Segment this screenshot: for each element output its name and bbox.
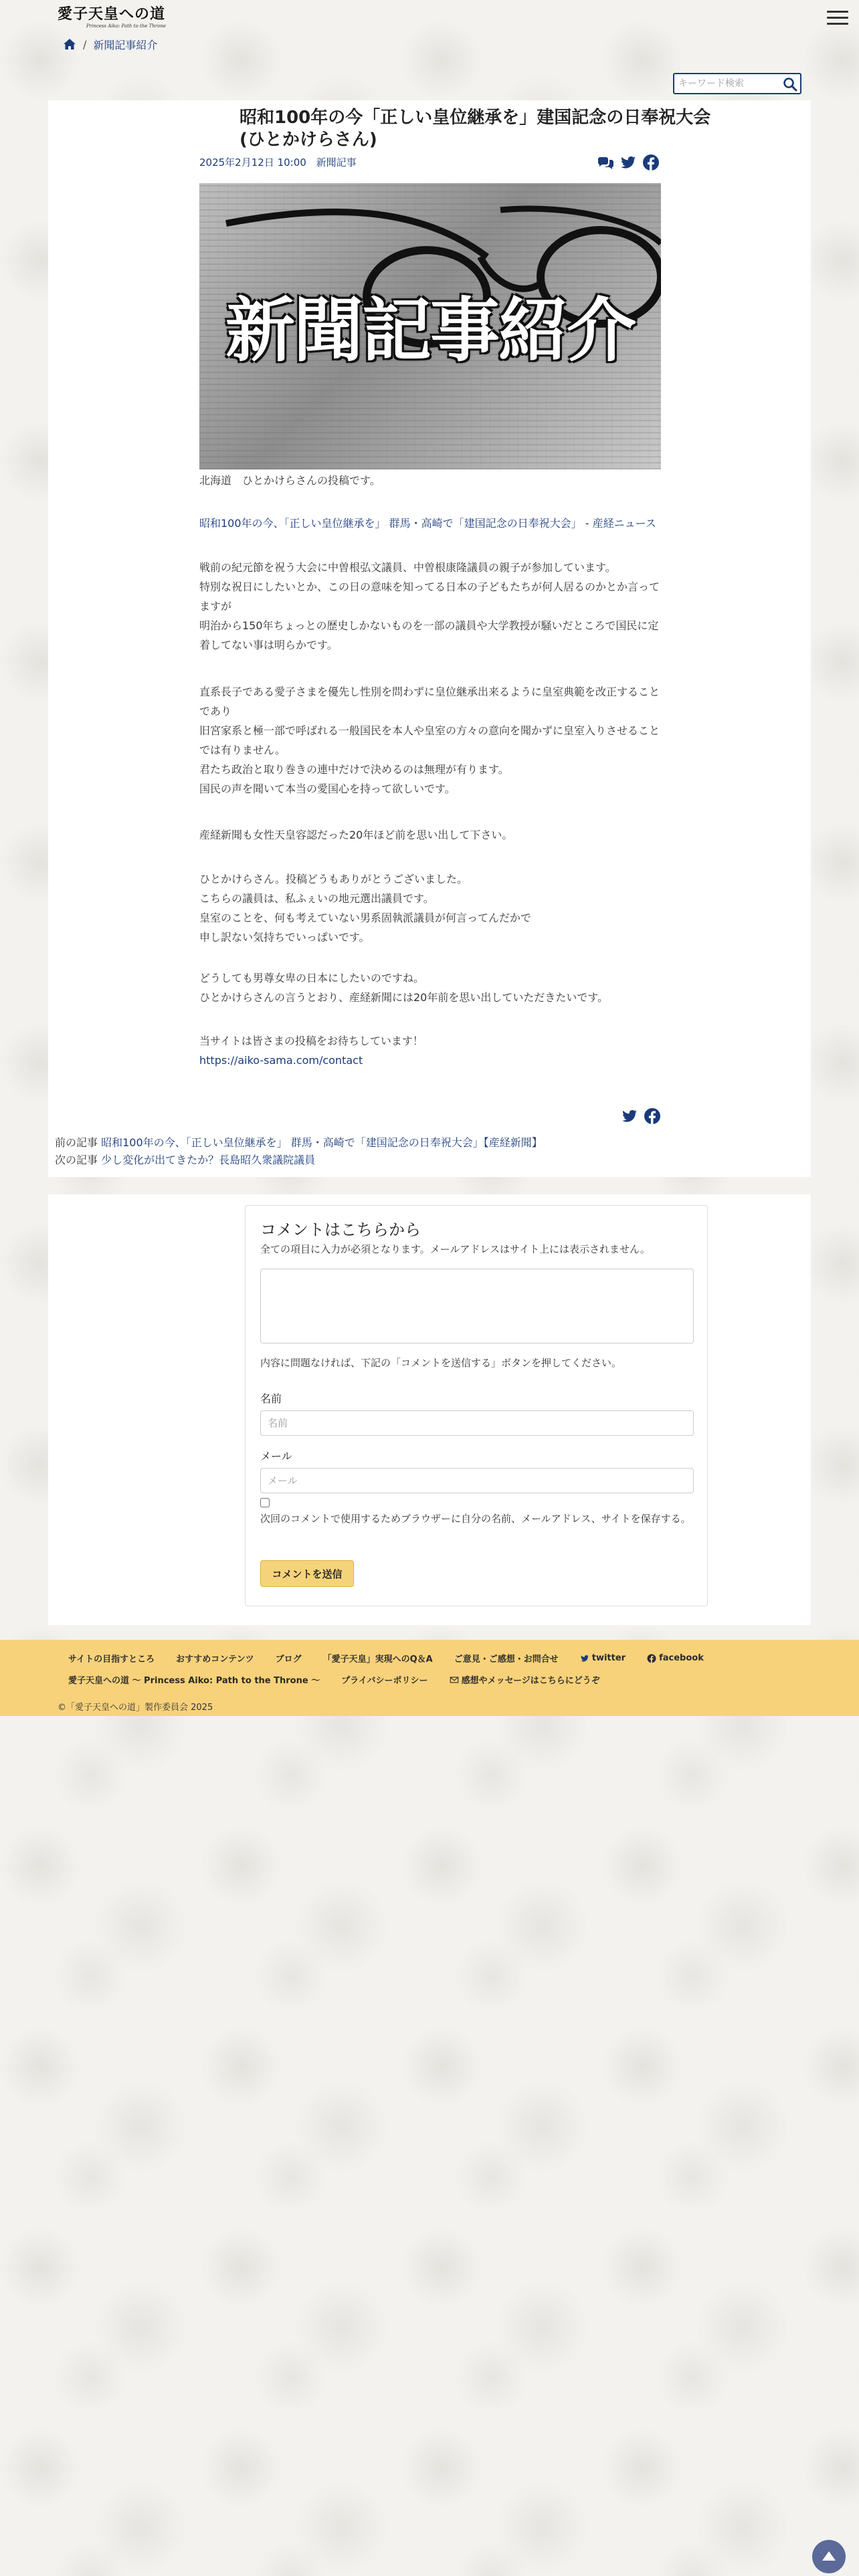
comment-form — [245, 1205, 708, 1606]
article-paragraph — [199, 471, 661, 490]
post-navigation — [55, 1134, 543, 1169]
comments-icon[interactable] — [597, 154, 614, 171]
contact-link[interactable]: https://aiko-sama.com/contact — [199, 1054, 363, 1067]
hamburger-bar — [827, 11, 848, 13]
next-post-label: 次の記事 — [55, 1154, 98, 1166]
article-paragraph — [199, 1031, 661, 1070]
footer-facebook-label: facebook — [659, 1653, 704, 1663]
next-post-row — [55, 1152, 543, 1169]
paragraph-line: こちらの議員は、私ふぇいの地元選出議員です。 — [199, 892, 434, 905]
article-card — [48, 100, 811, 1177]
footer-link-twitter[interactable] — [580, 1652, 626, 1665]
comment-title: コメントはこちらから — [260, 1220, 421, 1239]
copyright: ©「愛子天皇への道」製作委員会 2025 — [58, 1703, 213, 1713]
footer-link-blog[interactable]: ブログ — [275, 1654, 302, 1665]
paragraph-line: 旧宮家系と極一部で呼ばれる一般国民を本人や皇室の方々の意向を聞かずに皇室入りさせることでは有りません。 — [199, 724, 660, 756]
paragraph-line: 皇室のことを、何も考えていない男系固執派議員が何言ってんだかで — [199, 911, 532, 924]
footer-link-goal[interactable]: サイトの目指すところ — [68, 1654, 155, 1665]
article-paragraph — [199, 514, 661, 533]
site-header — [0, 0, 859, 39]
footer-message-label: 感想やメッセージはこちらにどうぞ — [461, 1676, 600, 1686]
logo-text: 愛子天皇への道 — [58, 5, 166, 23]
footer-link-home[interactable]: 愛子天皇への道 〜 Princess Aiko: Path to the Throne 〜 — [68, 1676, 320, 1686]
arrow-up-icon — [820, 2547, 838, 2566]
share-buttons-top — [597, 154, 660, 171]
search-box — [673, 73, 801, 94]
comment-hint: 内容に問題なければ、下記の「コメントを送信する」ボタンを押してください。 — [260, 1357, 622, 1369]
facebook-icon[interactable] — [642, 154, 660, 171]
facebook-icon[interactable] — [644, 1107, 661, 1125]
back-to-top-button[interactable] — [812, 2540, 846, 2573]
paragraph-line: どうしても男尊女卑の日本にしたいのですね。 — [199, 972, 425, 984]
save-info-label: 次回のコメントで使用するためブラウザーに自分の名前、メールアドレス、サイトを保存する。 — [260, 1513, 691, 1525]
footer-link-facebook[interactable] — [647, 1652, 704, 1665]
hero-image — [199, 183, 661, 469]
prev-post-link[interactable]: 昭和100年の今、「正しい皇位継承を」 群馬・高崎で「建国記念の日奉祝大会」【産経新聞】 — [101, 1136, 543, 1149]
hamburger-menu-button[interactable] — [827, 8, 850, 29]
article-paragraph — [199, 558, 661, 655]
home-icon[interactable] — [63, 38, 76, 50]
paragraph-line: ひとかけらさんの言うとおり、産経新聞には20年前を思い出していただきたいです。 — [199, 991, 609, 1004]
facebook-icon — [647, 1654, 656, 1663]
footer-nav-row-2 — [68, 1673, 622, 1686]
next-post-link[interactable]: 少し変化が出てきたか？長島昭久衆議院議員 — [101, 1154, 316, 1166]
submit-comment-button[interactable]: コメントを送信 — [260, 1560, 354, 1587]
comment-card — [48, 1194, 811, 1625]
paragraph-line: 当サイトは皆さまの投稿をお待ちしています！ — [199, 1035, 423, 1047]
hamburger-bar — [827, 17, 848, 19]
source-article-link[interactable]: 昭和100年の今、「正しい皇位継承を」 群馬・高崎で「建国記念の日奉祝大会」 - 産経ニュース — [199, 517, 656, 530]
breadcrumb-link[interactable]: 新聞記事紹介 — [93, 38, 158, 51]
share-buttons-bottom — [621, 1107, 661, 1125]
paragraph-line: 直系長子である愛子さまを優先し性別を問わずに皇位継承出来るように皇室典範を改正することであり — [199, 685, 660, 718]
name-field[interactable] — [260, 1410, 694, 1436]
breadcrumb — [63, 36, 157, 52]
twitter-icon — [580, 1654, 589, 1663]
paragraph-line: 申し訳ない気持ちでいっぱいです。 — [199, 931, 370, 944]
hamburger-bar — [827, 23, 848, 25]
article-paragraph — [199, 869, 661, 947]
article-title: 昭和100年の今「正しい皇位継承を」建国記念の日奉祝大会(ひとかけらさん) — [240, 108, 711, 150]
site-logo[interactable] — [58, 5, 171, 35]
twitter-icon[interactable] — [619, 154, 637, 171]
paragraph-line: 戦前の紀元節を祝う大会に中曽根弘文議員、中曽根康隆議員の親子が参加しています。 — [199, 561, 616, 574]
footer-link-contact[interactable]: ご意見・ご感想・お問合せ — [454, 1654, 559, 1665]
footer-link-recommended[interactable]: おすすめコンテンツ — [176, 1654, 254, 1665]
save-info-checkbox[interactable] — [260, 1498, 270, 1507]
article-date: 2025年2月12日 10:00 — [199, 156, 306, 169]
breadcrumb-separator: / — [83, 37, 87, 51]
prev-post-label: 前の記事 — [55, 1136, 98, 1149]
article-paragraph — [199, 682, 661, 798]
paragraph-line: 君たち政治と取り巻きの連中だけで決めるのは無理が有ります。 — [199, 763, 509, 776]
footer-nav-row-1 — [68, 1652, 725, 1665]
footer-link-message[interactable] — [450, 1673, 600, 1686]
comment-textarea[interactable] — [260, 1269, 694, 1344]
comment-note: 全ての項目に入力が必須となります。メールアドレスはサイト上には表示されません。 — [260, 1243, 650, 1255]
footer-link-qa[interactable]: 「愛子天皇」実現へのQ＆A — [322, 1654, 433, 1665]
logo-subtitle: Princess Aiko: Path to the Throne — [86, 23, 166, 29]
paragraph-line: 国民の声を聞いて本当の愛国心を持って欲しいです。 — [199, 782, 456, 795]
article-paragraph — [199, 825, 661, 845]
prev-post-row — [55, 1134, 543, 1152]
paragraph-line: 特別な祝日にしたいとか、この日の意味を知ってる日本の子どもたちが何人居るのかとか言ってますが — [199, 580, 660, 613]
email-field[interactable] — [260, 1468, 694, 1493]
footer-twitter-label: twitter — [591, 1653, 626, 1663]
paragraph-line: 明治から150年ちょっとの歴史しかないものを一部の議員や大学教授が騒いだところで国民に定着してない事は明らかです。 — [199, 619, 659, 651]
article-paragraph — [199, 968, 661, 1007]
site-footer — [0, 1640, 859, 1716]
search-icon[interactable] — [783, 77, 797, 92]
paragraph-line: 産経新聞も女性天皇容認だった20年ほど前を思い出して下さい。 — [199, 829, 513, 841]
email-label: メール — [260, 1450, 292, 1463]
search-input[interactable] — [676, 75, 783, 92]
article-category-link[interactable]: 新聞記事 — [316, 156, 357, 169]
footer-link-privacy[interactable]: プライバシーポリシー — [341, 1676, 428, 1686]
hero-title-text: 新聞記事紹介 — [225, 290, 635, 371]
name-label: 名前 — [260, 1392, 282, 1405]
article-meta — [199, 155, 357, 169]
paragraph-line: 北海道 ひとかけらさんの投稿です。 — [199, 474, 381, 487]
envelope-icon — [450, 1675, 459, 1685]
paragraph-line: ひとかけらさん。投稿どうもありがとうございました。 — [199, 873, 468, 885]
twitter-icon[interactable] — [621, 1107, 638, 1125]
